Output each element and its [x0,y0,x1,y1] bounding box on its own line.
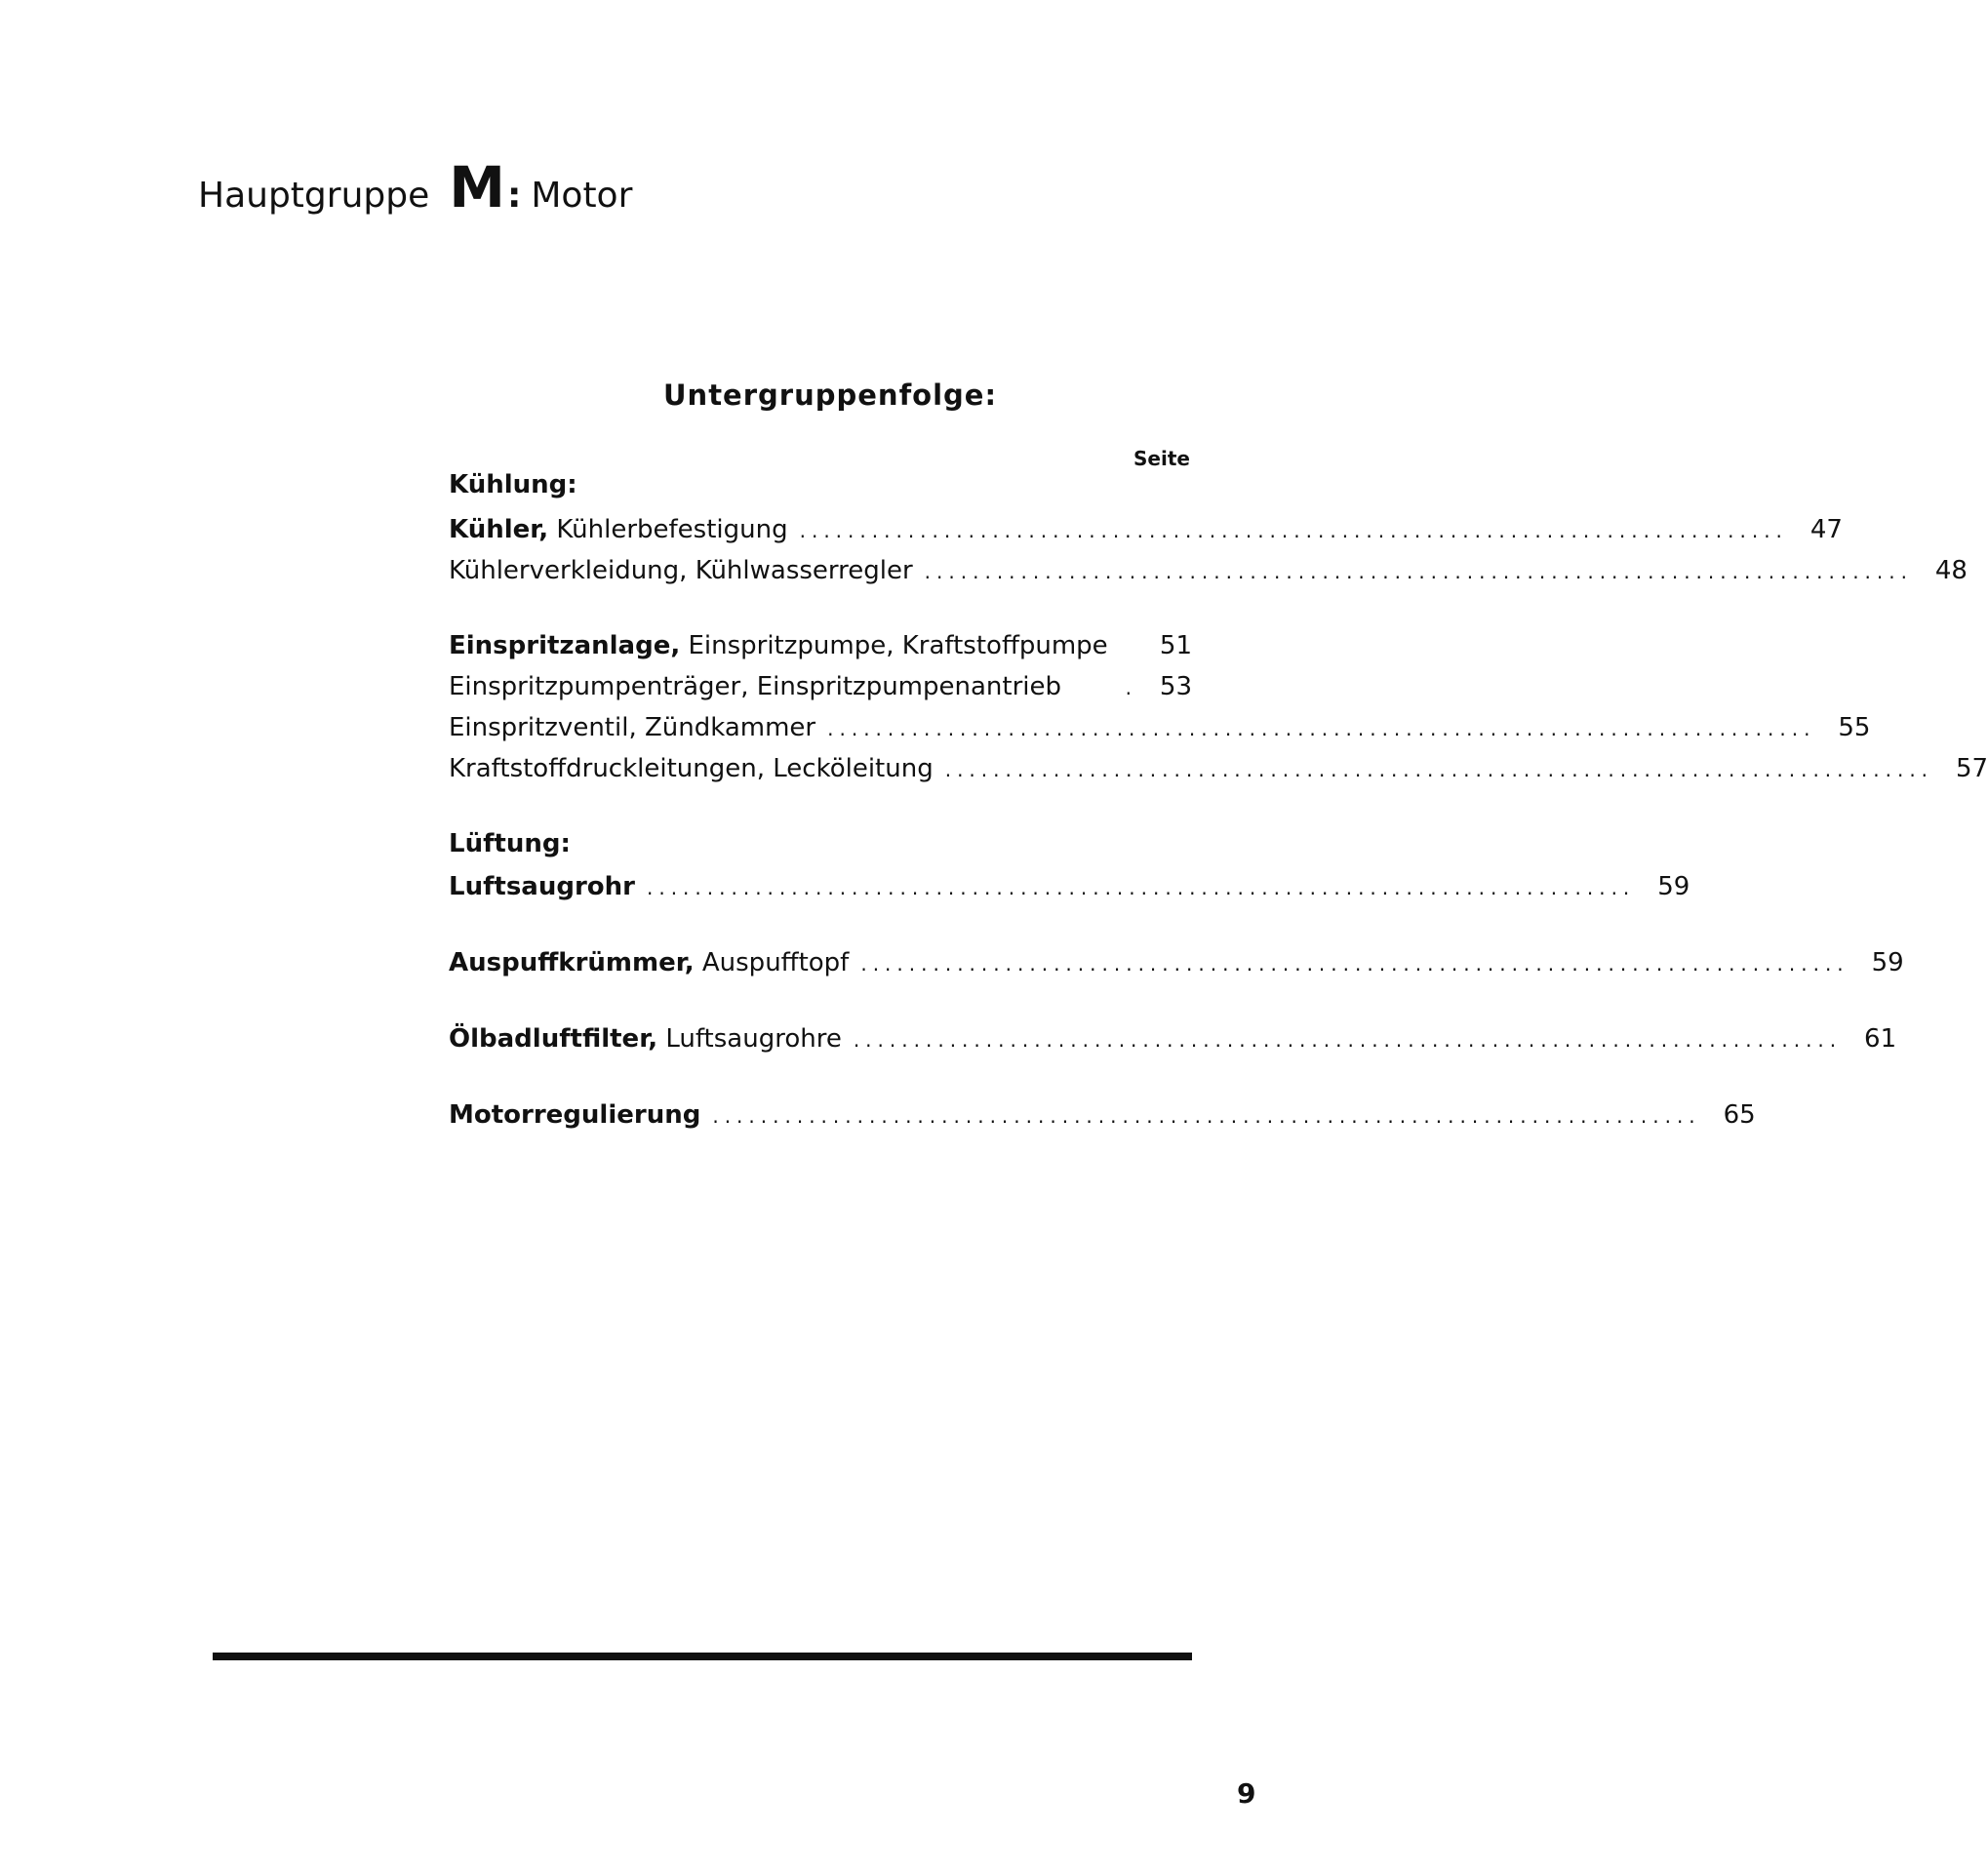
toc-entry-title [449,556,913,585]
section-label-lueftung: Lüftung: [449,829,571,858]
page-number: 9 [1237,1777,1256,1810]
toc-entry-text: Einspritzpumpenträger, Einspritzpumpenantrieb [449,672,1061,701]
toc-entry-page: 48 [1934,556,1968,585]
toc-entry-text: Luftsaugrohre [657,1024,842,1054]
toc-entry [449,556,1968,591]
main-group-heading [198,154,632,220]
dot-leader: .................................................................................. [646,876,1636,899]
heading-prefix: Hauptgruppe [198,176,430,216]
toc-entry-title [449,1024,842,1054]
toc-entry-page: 59 [1871,948,1904,977]
toc-entry-page: 57 [1955,754,1988,783]
heading-colon: : [506,176,522,216]
section-label-kuehlung: Kühlung: [449,470,577,499]
toc-entry-title [449,948,849,977]
toc-entry [449,754,1988,789]
heading-letter: M [449,154,505,220]
dot-leader: .................................................................................. [944,758,1934,781]
toc-entry-title [449,713,815,742]
toc-entry [449,515,1843,550]
toc-entry-page: 61 [1864,1024,1897,1054]
toc-entry [449,1100,1756,1136]
toc-entry-title [449,872,635,901]
toc-entry-text: Kühlerverkleidung, Kühlwasserregler [449,556,913,585]
toc-entry-title [449,1100,700,1130]
dot-leader: .................................................................................. [853,1028,1843,1052]
toc-entry-page: 55 [1838,713,1871,742]
toc-entry-text: Auspufftopf [694,948,850,977]
toc-entry [449,1024,1897,1059]
toc-entry [449,631,1192,666]
toc-entry-bold: Einspritzanlage, [449,631,681,660]
dot-leader: . [1125,676,1137,699]
toc-entry-bold: Ölbadluftfilter, [449,1024,658,1054]
toc-entry-bold: Motorregulierung [449,1100,701,1130]
toc-entry [449,872,1690,907]
toc-entry-page: 51 [1159,631,1192,660]
toc-entry [449,948,1904,983]
toc-entry-page: 59 [1657,872,1690,901]
toc-entry-page: 53 [1159,672,1192,701]
toc-entry-page: 47 [1809,515,1843,544]
toc-entry-title [449,754,934,783]
dot-leader: .................................................................................. [860,952,1849,976]
toc-entry [449,713,1871,748]
toc-entry-bold: Luftsaugrohr [449,872,635,901]
toc-entry-text: Einspritzpumpe, Kraftstoffpumpe [680,631,1108,660]
footer-rule [213,1653,1192,1660]
toc-entry-title [449,515,788,544]
dot-leader: .................................................................................. [827,717,1816,740]
dot-leader: .................................................................................. [924,560,1913,583]
toc-entry-bold: Kühler, [449,515,549,544]
toc-entry-title [449,631,1108,660]
toc-entry-text: Einspritzventil, Zündkammer [449,713,816,742]
toc-entry [449,672,1192,707]
toc-entry-text: Kühlerbefestigung [548,515,788,544]
subgroup-order-title: Untergruppenfolge: [663,379,998,412]
toc-entry-page: 65 [1723,1100,1756,1130]
toc-entry-text: Kraftstoffdruckleitungen, Lecköleitung [449,754,934,783]
page-column-label: Seite [1133,447,1190,470]
dot-leader: .................................................................................. [799,519,1788,542]
toc-entry-bold: Auspuffkrümmer, [449,948,695,977]
dot-leader: .................................................................................. [712,1104,1701,1128]
heading-name: Motor [531,176,633,216]
toc-entry-title [449,672,1061,701]
